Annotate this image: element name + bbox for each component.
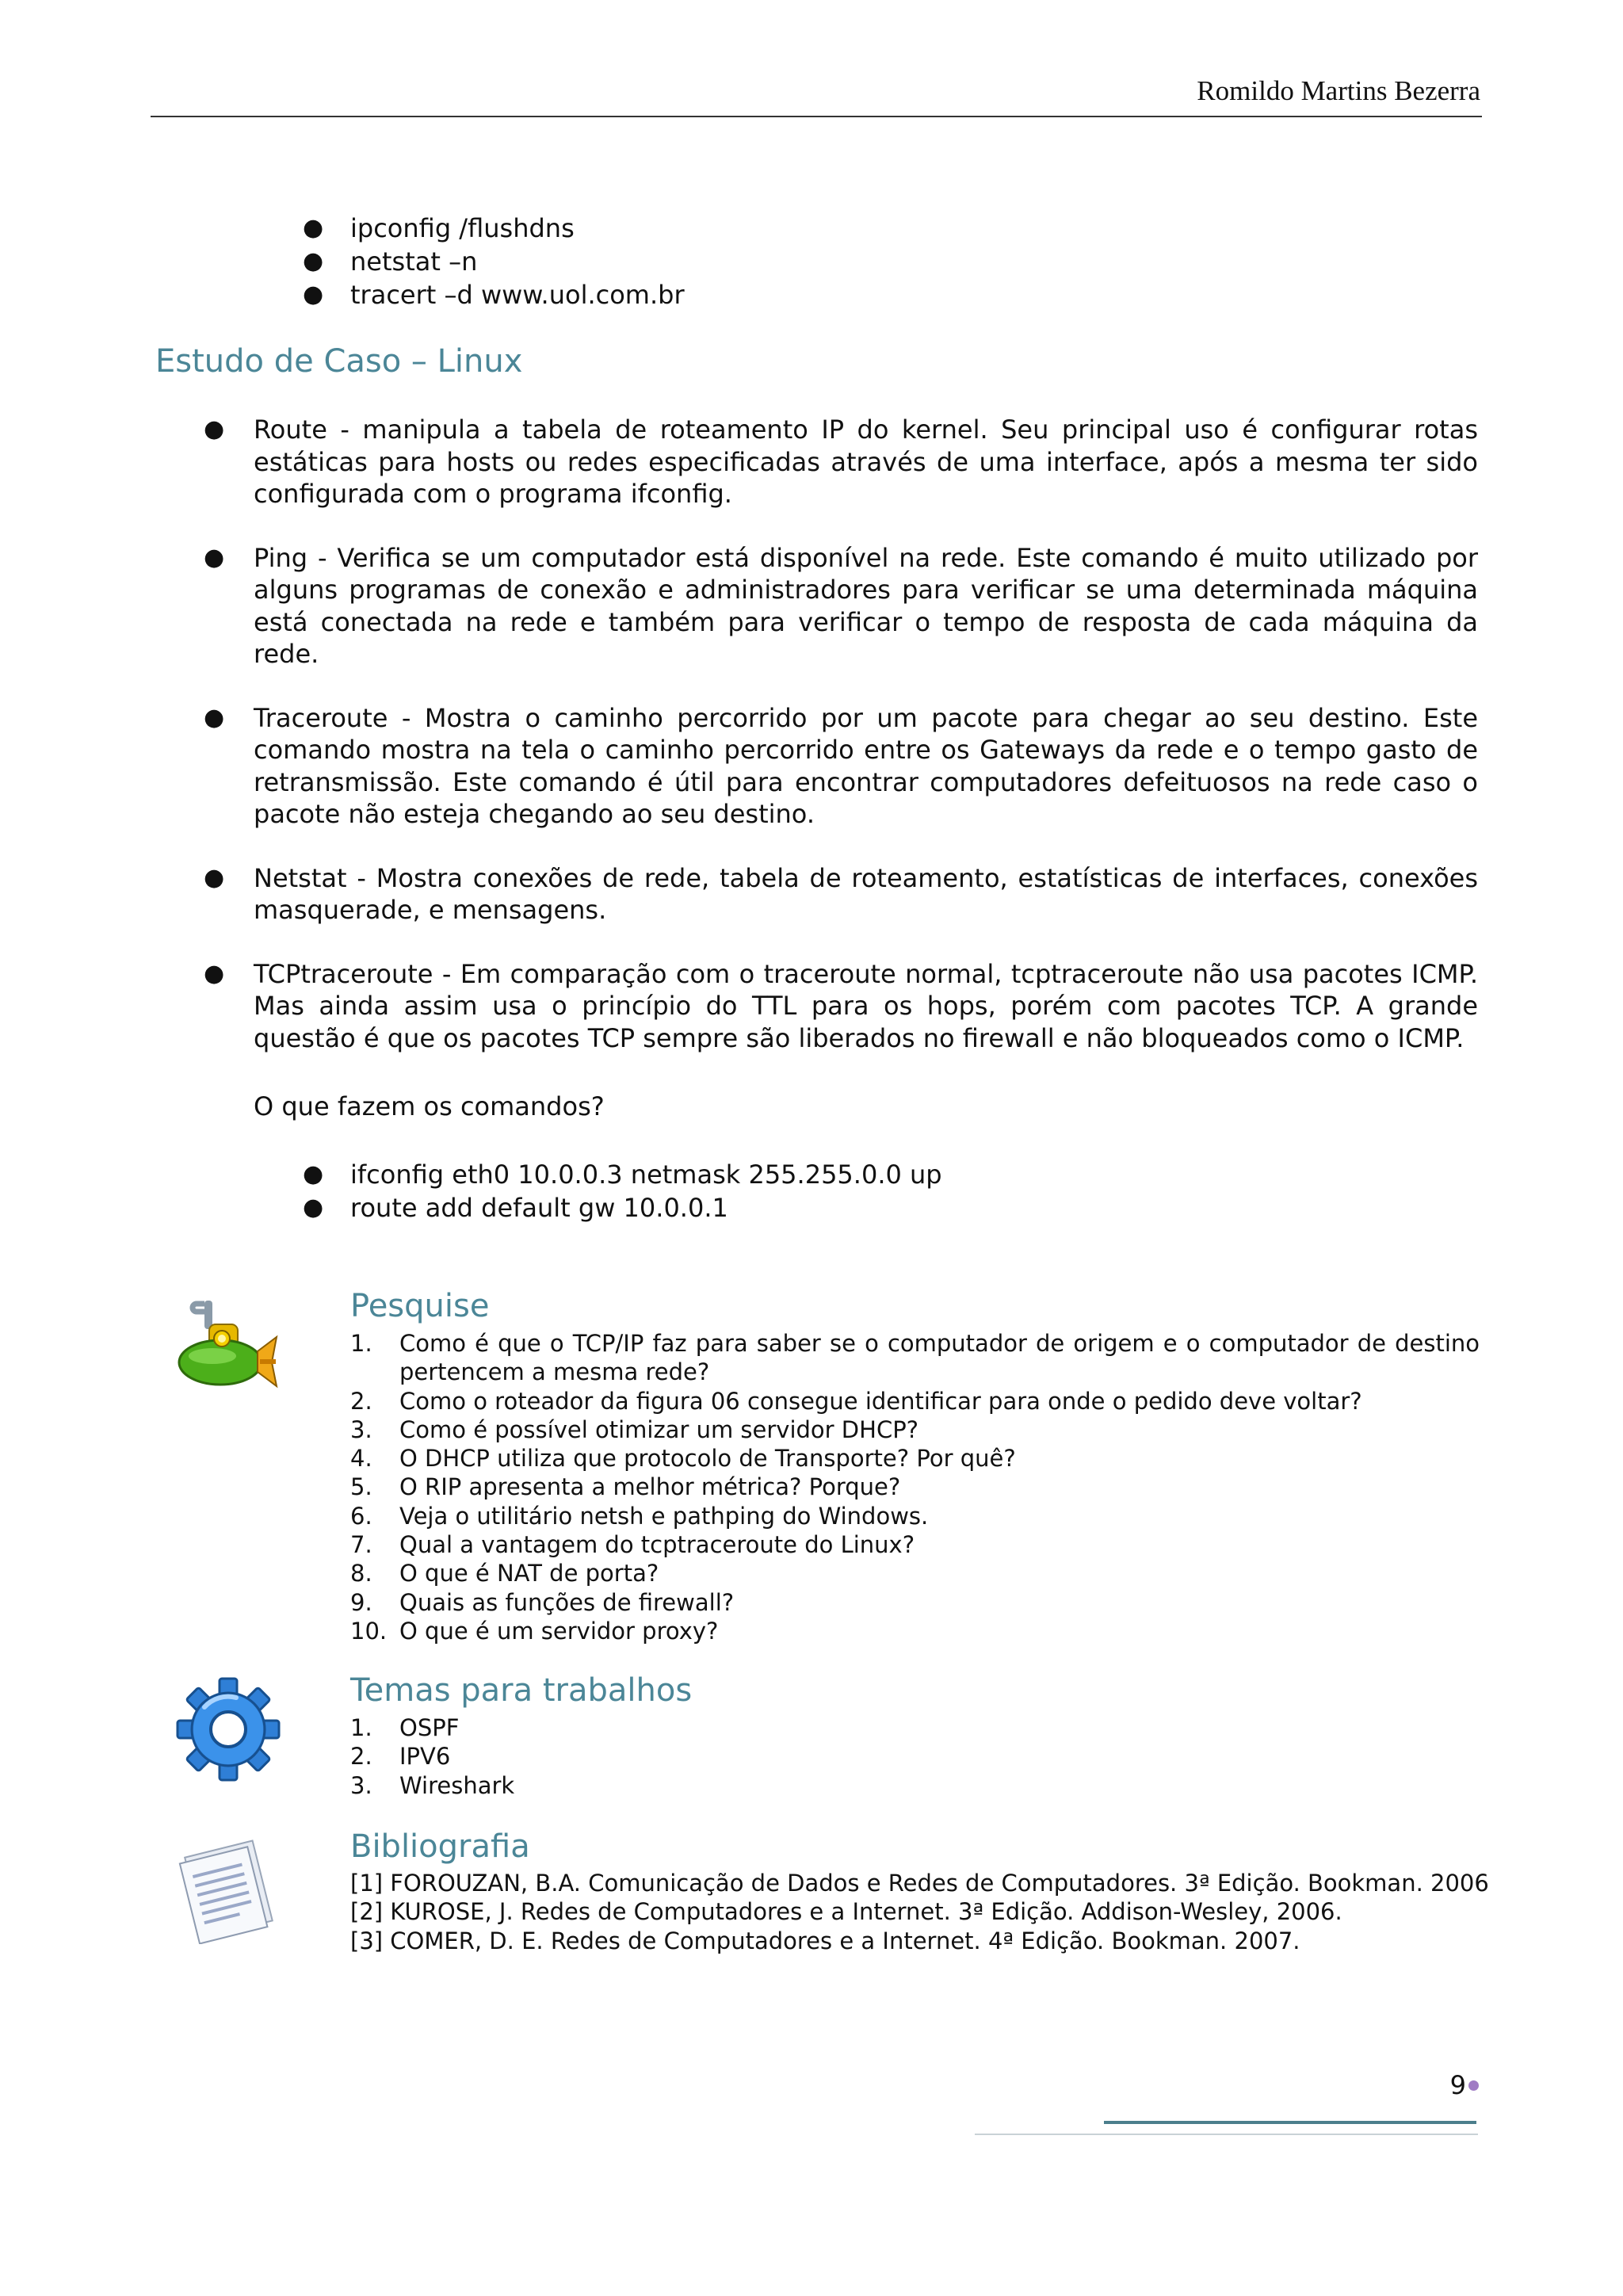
pesquise-list	[350, 1329, 1480, 1645]
list-item: ● Traceroute - Mostra o caminho percorrido por um pacote para chegar ao seu destino. Este comando mostra na tela o caminho percorrido entre os Gateways da rede e o tempo gasto de retransmissão. Este comando é útil para encontrar computadores defeituosos na rede caso o pacote não esteja chegando ao seu destino.	[204, 702, 1478, 829]
list-item: 2. Como o roteador da figura 06 consegue identificar para onde o pedido deve voltar?	[350, 1387, 1362, 1415]
list-item: ● route add default gw 10.0.0.1	[303, 1193, 728, 1223]
temas-title: Temas para trabalhos	[350, 1672, 693, 1709]
list-item: 4. O DHCP utiliza que protocolo de Transporte? Por quê?	[350, 1445, 1016, 1473]
list-item: ● ifconfig eth0 10.0.0.3 netmask 255.255.0.0 up	[303, 1159, 942, 1190]
bullet-icon: ●	[303, 1194, 324, 1221]
bullet-icon: ●	[204, 863, 225, 892]
bullet-icon: ●	[303, 281, 324, 308]
list-item: ● Netstat - Mostra conexões de rede, tabela de roteamento, estatísticas de interfaces, conexões masquerade, e mensagens.	[204, 862, 1478, 925]
bibliografia-title: Bibliografia	[350, 1828, 530, 1865]
gear-icon	[173, 1676, 284, 1783]
header-rule	[151, 116, 1482, 117]
submarine-icon	[174, 1296, 281, 1403]
list-item: 9. Quais as funções de firewall?	[350, 1588, 735, 1616]
bullet-icon: ●	[204, 703, 225, 732]
bullet-icon: ●	[303, 247, 324, 275]
footer-rule	[1104, 2121, 1476, 2124]
bibliography-list	[350, 1869, 1491, 1955]
list-item: ● ipconfig /flushdns	[303, 213, 575, 243]
list-item: 3. Wireshark	[350, 1771, 515, 1799]
document-icon	[170, 1837, 285, 1944]
bullet-icon: ●	[204, 959, 225, 988]
bullet-icon: ●	[303, 1160, 324, 1188]
list-item: 6. Veja o utilitário netsh e pathping do Windows.	[350, 1502, 929, 1530]
footer-rule-thin	[975, 2134, 1478, 2135]
list-item: 3. Como é possível otimizar um servidor DHCP?	[350, 1415, 919, 1443]
question-text: O que fazem os comandos?	[254, 1091, 605, 1121]
list-item: 2. IPV6	[350, 1743, 451, 1771]
command-list-bottom	[303, 1158, 942, 1224]
list-item: ● tracert –d www.uol.com.br	[303, 280, 685, 310]
list-item: ● Route - manipula a tabela de roteamento IP do kernel. Seu principal uso é configurar rotas estáticas para hosts ou redes especificadas através de uma interface, após a mesma ter sido configurada com o programa ifconfig.	[204, 415, 1478, 509]
bullet-icon: ●	[204, 543, 225, 571]
bibliography-entry: [3] COMER, D. E. Redes de Computadores e a Internet. 4ª Edição. Bookman. 2007.	[350, 1927, 1300, 1954]
list-item: 8. O que é NAT de porta?	[350, 1560, 659, 1587]
page-number: 9	[1449, 2070, 1466, 2100]
list-item: 5. O RIP apresenta a melhor métrica? Porque?	[350, 1473, 901, 1501]
page-dot-icon	[1468, 2080, 1479, 2091]
bibliography-entry: [1] FOROUZAN, B.A. Comunicação de Dados e Redes de Computadores. 3ª Edição. Bookman. 2006	[350, 1870, 1489, 1897]
header-author: Romildo Martins Bezerra	[1197, 75, 1480, 106]
linux-commands-list	[204, 414, 1478, 1086]
bibliography-entry: [2] KUROSE, J. Redes de Computadores e a Internet. 3ª Edição. Addison-Wesley, 2006.	[350, 1898, 1342, 1926]
bullet-icon: ●	[204, 415, 225, 443]
list-item: 7. Qual a vantagem do tcptraceroute do Linux?	[350, 1531, 915, 1559]
command-list-top	[303, 212, 685, 311]
bullet-icon: ●	[303, 214, 324, 242]
list-item: 1. OSPF	[350, 1714, 460, 1741]
list-item: ● TCPtraceroute - Em comparação com o traceroute normal, tcptraceroute não usa pacotes ICMP. Mas ainda assim usa o princípio do TTL para os hops, porém com pacotes TCP. A grande questão é que os pacotes TCP sempre são liberados no firewall e não bloqueados como o ICMP.	[204, 958, 1478, 1053]
list-item: 1. Como é que o TCP/IP faz para saber se o computador de origem e o computador de destino pertencem a mesma rede?	[350, 1330, 1480, 1386]
section-title: Estudo de Caso – Linux	[155, 343, 523, 380]
pesquise-title: Pesquise	[350, 1288, 490, 1324]
temas-list	[350, 1713, 1480, 1800]
list-item: 10. O que é um servidor proxy?	[350, 1617, 719, 1645]
list-item: ● netstat –n	[303, 246, 478, 277]
list-item: ● Ping - Verifica se um computador está disponível na rede. Este comando é muito utilizado por alguns programas de conexão e administradores para verificar se uma determinada máquina está conectada na rede e também para verificar o tempo de resposta de cada máquina da rede.	[204, 542, 1478, 669]
